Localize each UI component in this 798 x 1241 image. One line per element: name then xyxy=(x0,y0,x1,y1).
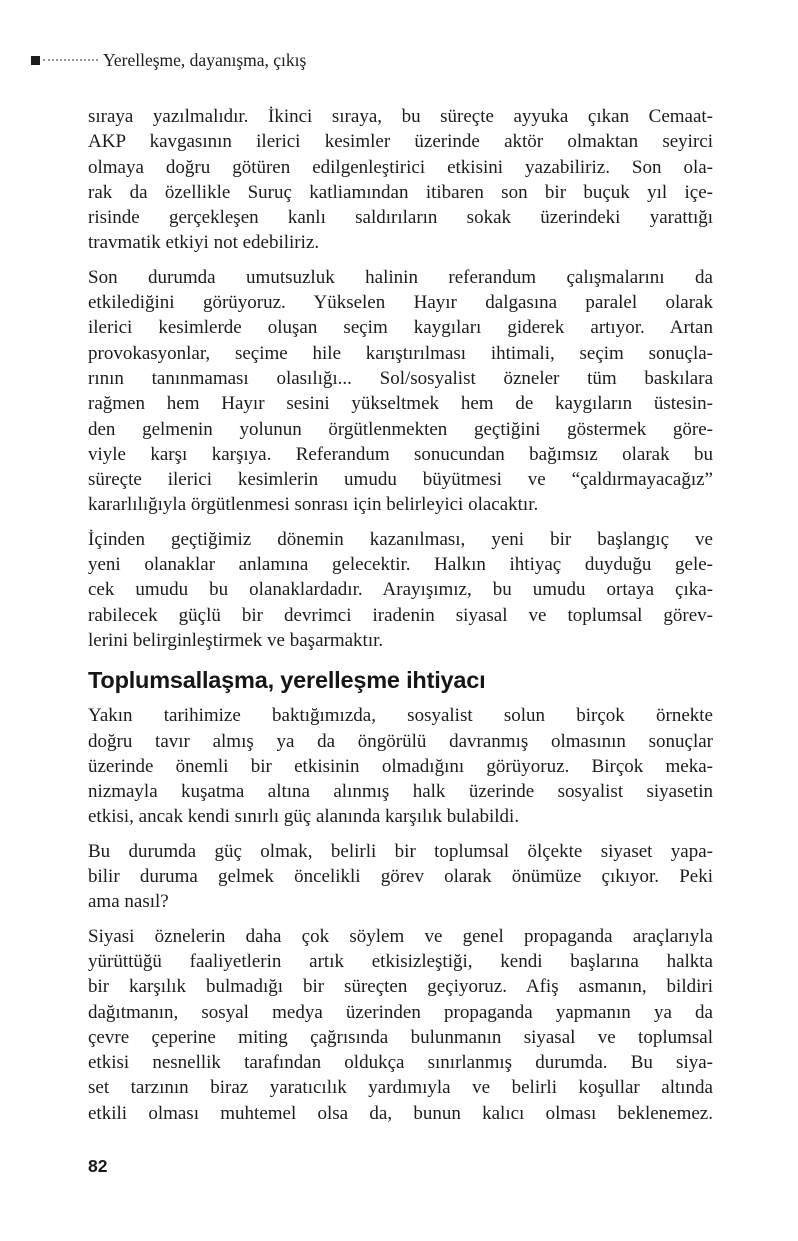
paragraph xyxy=(88,703,713,829)
text-line: den gelmenin yolunun örgütlenmekten geçtiğini göstermek göre- xyxy=(88,418,713,440)
text-line: olmaya doğru götüren edilgenleştirici etkisini yazabiliriz. Son ola- xyxy=(88,156,713,178)
paragraph xyxy=(88,924,713,1126)
text-line: doğru tavır almış ya da öngörülü davranmış olmasının sonuçlar xyxy=(88,730,713,752)
text-line: Son durumda umutsuzluk halinin referandum çalışmalarını da xyxy=(88,266,713,288)
running-title: Yerelleşme, dayanışma, çıkış xyxy=(103,49,307,70)
text-line: etkisi nesnellik tarafından oldukça sınırlanmış durumda. Bu siya- xyxy=(88,1052,713,1074)
running-header xyxy=(31,51,306,69)
text-line: bilir duruma gelmek öncelikli görev olarak önümüze çıkıyor. Peki xyxy=(88,866,713,888)
text-line: sıraya yazılmalıdır. İkinci sıraya, bu süreçte ayyuka çıkan Cemaat- xyxy=(88,106,713,127)
text-line: rının tanınmaması olasılığı... Sol/sosyalist özneler tüm baskılara xyxy=(88,367,713,389)
paragraph xyxy=(88,839,713,915)
section-heading: Toplumsallaşma, yerelleşme ihtiyacı xyxy=(88,667,486,694)
header-square-icon xyxy=(31,56,40,65)
text-line: dağıtmanın, sosyal medya üzerinden propaganda yapmanın ya da xyxy=(88,1001,713,1023)
text-line: üzerinde önemli bir etkisinin olmadığını görüyoruz. Birçok meka- xyxy=(88,755,713,777)
text-line: cek umudu bu olanaklardadır. Arayışımız, bu umudu ortaya çıka- xyxy=(88,579,713,601)
text-line: süreçte ilerici kesimlerin umudu büyütmesi ve “çaldırmayacağız” xyxy=(88,469,713,491)
text-line: Yakın tarihimize baktığımızda, sosyalist solun birçok örnekte xyxy=(88,705,713,727)
text-line: rağmen hem Hayır sesini yükseltmek hem de kaygıların üstesin- xyxy=(88,393,713,415)
paragraph xyxy=(88,527,713,653)
text-line: ilerici kesimlerde oluşan seçim kaygıları giderek artıyor. Artan xyxy=(88,317,713,339)
text-line: rak da özellikle Suruç katliamından itibaren son bir buçuk yıl içe- xyxy=(88,181,713,203)
text-line: set tarzının biraz yaratıcılık yardımıyla ve belirli koşullar altında xyxy=(88,1077,713,1099)
text-line: çevre çeperine miting çağrısında bulunmanın siyasal ve toplumsal xyxy=(88,1026,713,1048)
text-line: rabilecek güçlü bir devrimci iradenin siyasal ve toplumsal görev- xyxy=(88,604,713,626)
text-line: ama nasıl? xyxy=(88,891,169,913)
text-line: etkilediğini görüyoruz. Yükselen Hayır dalgasına paralel olarak xyxy=(88,292,713,314)
text-line: bir karşılık bulmadığı bir süreçten geçiyoruz. Afiş asmanın, bildiri xyxy=(88,976,713,998)
text-line: Siyasi öznelerin daha çok söylem ve genel propaganda araçlarıyla xyxy=(88,925,713,947)
page-number: 82 xyxy=(88,1156,108,1176)
text-line: İçinden geçtiğimiz dönemin kazanılması, yeni bir başlangıç ve xyxy=(88,528,713,550)
text-line: viyle karşı karşıya. Referandum sonucundan bağımsız olarak bu xyxy=(88,443,713,465)
text-line: Bu durumda güç olmak, belirli bir toplumsal ölçekte siyaset yapa- xyxy=(88,840,713,862)
text-line: AKP kavgasının ilerici kesimler üzerinde aktör olmaktan seyirci xyxy=(88,131,713,153)
text-line: yeni olanaklar anlamına gelecektir. Halkın ihtiyaç duyduğu gele- xyxy=(88,554,713,576)
text-line: etkisi, ancak kendi sınırlı güç alanında karşılık bulabildi. xyxy=(88,806,520,828)
text-line: kararlılığıyla örgütlenmesi sonrası için belirleyici olacaktır. xyxy=(88,494,539,516)
paragraph xyxy=(88,104,713,256)
header-dotted-leader xyxy=(43,59,98,61)
text-line: lerini belirginleştirmek ve başarmaktır. xyxy=(88,629,384,651)
text-line: provokasyonlar, seçime hile karıştırılması ihtimali, seçim sonuçla- xyxy=(88,342,713,364)
text-line: nizmayla kuşatma altına alınmış halk üzerinde sosyalist siyasetin xyxy=(88,781,713,803)
text-line: risinde gerçekleşen kanlı saldırıların sokak üzerindeki yarattığı xyxy=(88,207,713,229)
body-blocks xyxy=(88,104,713,1135)
text-line: yürüttüğü faaliyetlerin artık etkisizleştiği, kendi başlarına halkta xyxy=(88,950,713,972)
paragraph xyxy=(88,265,713,518)
text-line: travmatik etkiyi not edebiliriz. xyxy=(88,232,320,254)
text-line: etkili olması muhtemel olsa da, bunun kalıcı olması beklenemez. xyxy=(88,1102,713,1124)
